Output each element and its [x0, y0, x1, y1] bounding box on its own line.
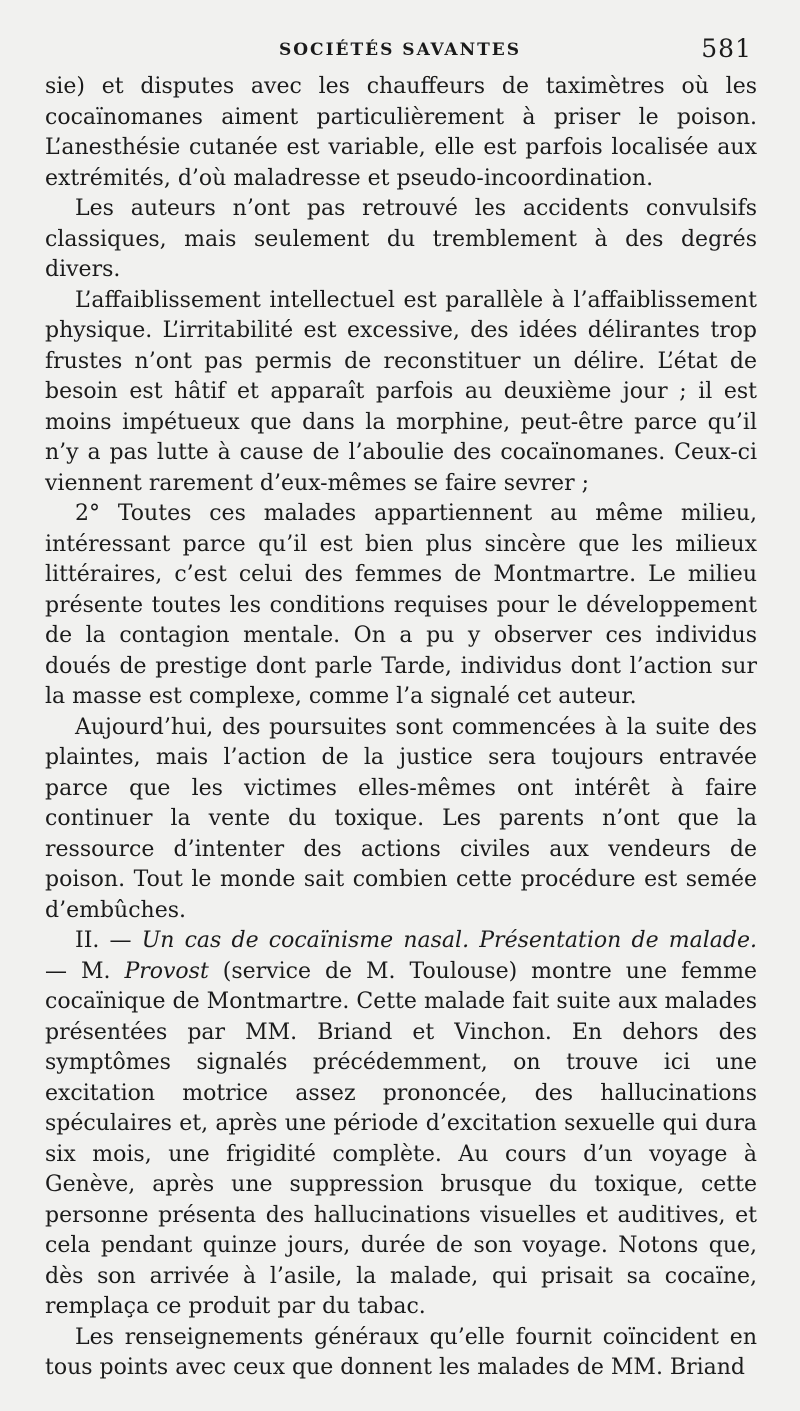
- section-title: Un cas de cocaïnisme nasal. Présentation de malade.: [141, 928, 757, 953]
- section-dash: —: [99, 928, 142, 953]
- page-header: [40, 34, 760, 68]
- paragraph-2: Les auteurs n’ont pas retrouvé les accidents convulsifs classiques, mais seulement du tremblement à des degrés divers.: [45, 196, 757, 282]
- page-number: 581: [701, 34, 752, 63]
- running-head: SOCIÉTÉS SAVANTES: [278, 40, 522, 60]
- section-body: (service de M. Toulouse) montre une femme cocaïnique de Montmartre. Cette malade fait suite aux malades présentées par MM. Briand et Vinchon. En dehors des symptômes signalés précédemment, on trouve ici une excitation motrice assez prononcée, des hallucinations spéculaires et, après une période d’excitation sexuelle qui dura six mois, une frigidité complète. Au cours d’un voyage à Genève, après une suppression brusque du toxique, cette personne présenta des hallucinations visuelles et auditives, et cela pendant quinze jours, durée de son voyage. Notons que, dès son arrivée à l’asile, la malade, qui prisait sa cocaïne, remplaça ce produit par du tabac.: [45, 958, 757, 1319]
- body-text: [45, 72, 757, 1384]
- paragraph-4: 2° Toutes ces malades appartiennent au même milieu, intéressant parce qu’il est bien plus sincère que les milieux littéraires, c’est celui des femmes de Montmartre. Le milieu présente toutes les conditions requises pour le développement de la contagion mentale. On a pu y observer ces individus doués de prestige dont parle Tarde, individus dont l’action sur la masse est complexe, comme l’a signalé cet auteur.: [45, 501, 757, 709]
- section-number: II.: [75, 928, 100, 953]
- paragraph-3: L’affaiblissement intellectuel est parallèle à l’affaiblissement physique. L’irritabilité est excessive, des idées délirantes trop frustes n’ont pas permis de reconstituer un délire. L’état de besoin est hâtif et apparaît parfois au deuxième jour ; il est moins impétueux que dans la morphine, peut-être parce qu’il n’y a pas lutte à cause de l’aboulie des cocaïnomanes. Ceux-ci viennent rarement d’eux-mêmes se faire sevrer ;: [45, 287, 757, 496]
- name-dash: — M.: [45, 958, 125, 984]
- author-name: Provost: [124, 958, 209, 984]
- paragraph-1: sie) et disputes avec les chauffeurs de taximètres où les cocaïnomanes aiment particulièrement à priser le poison. L’anesthésie cutanée est variable, elle est parfois localisée aux extrémités, d’où maladresse et pseudo-incoordination.: [45, 74, 757, 191]
- section-paragraph: [45, 926, 757, 1323]
- paragraph-5: Aujourd’hui, des poursuites sont commencées à la suite des plaintes, mais l’action de la justice sera toujours entravée parce que les victimes elles-mêmes ont intérêt à faire continuer la vente du toxique. Les parents n’ont que la ressource d’intenter des actions civiles aux vendeurs de poison. Tout le monde sait combien cette procédure est semée d’embûches.: [45, 714, 757, 923]
- paragraph-7: Les renseignements généraux qu’elle fournit coïncident en tous points avec ceux que donnent les malades de MM. Briand: [45, 1324, 757, 1380]
